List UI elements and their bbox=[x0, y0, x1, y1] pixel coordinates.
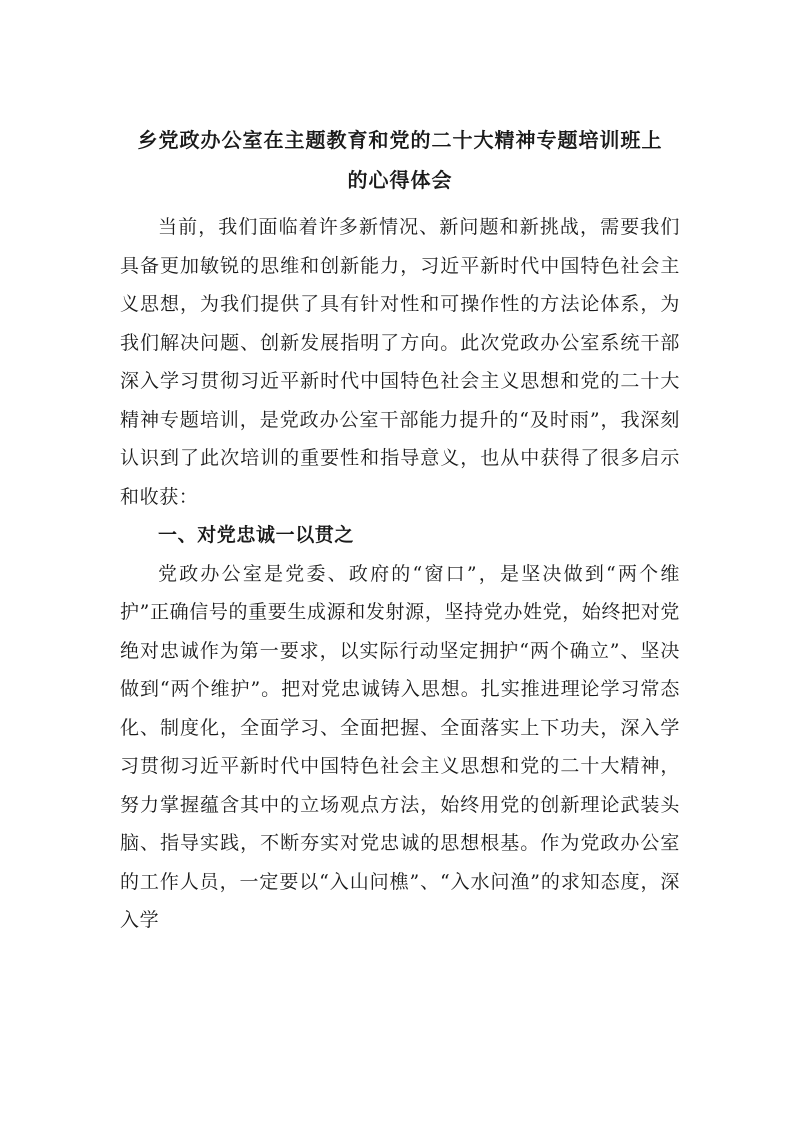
document-body bbox=[120, 208, 680, 940]
section-heading-1: 一、对党忠诚一以贯之 bbox=[158, 524, 355, 546]
paragraph-intro: 当前，我们面临着许多新情况、新问题和新挑战，需要我们具备更加敏锐的思维和创新能力，习近平新时代中国特色社会主义思想，为我们提供了具有针对性和可操作性的方法论体系，为我们解决问题、创新发展指明了方向。此次党政办公室系统干部深入学习贯彻习近平新时代中国特色社会主义思想和党的二十大精神专题培训，是党政办公室干部能力提升的“及时雨”，我深刻认识到了此次培训的重要性和指导意义，也从中获得了很多启示和收获： bbox=[120, 216, 680, 508]
document-title-line-1: 乡党政办公室在主题教育和党的二十大精神专题培训班上 bbox=[137, 128, 663, 152]
document-title-line-2: 的心得体会 bbox=[347, 168, 453, 192]
paragraph-section-1: 党政办公室是党委、政府的“窗口”，是坚决做到“两个维护”正确信号的重要生成源和发射源，坚持党办姓党，始终把对党绝对忠诚作为第一要求，以实际行动坚定拥护“两个确立”、坚决做到“两个维护”。把对党忠诚铸入思想。扎实推进理论学习常态化、制度化，全面学习、全面把握、全面落实上下功夫，深入学习贯彻习近平新时代中国特色社会主义思想和党的二十大精神，努力掌握蕴含其中的立场观点方法，始终用党的创新理论武装头脑、指导实践，不断夯实对党忠诚的思想根基。作为党政办公室的工作人员，一定要以“入山问樵”、“入水问渔”的求知态度，深入学 bbox=[120, 562, 680, 931]
